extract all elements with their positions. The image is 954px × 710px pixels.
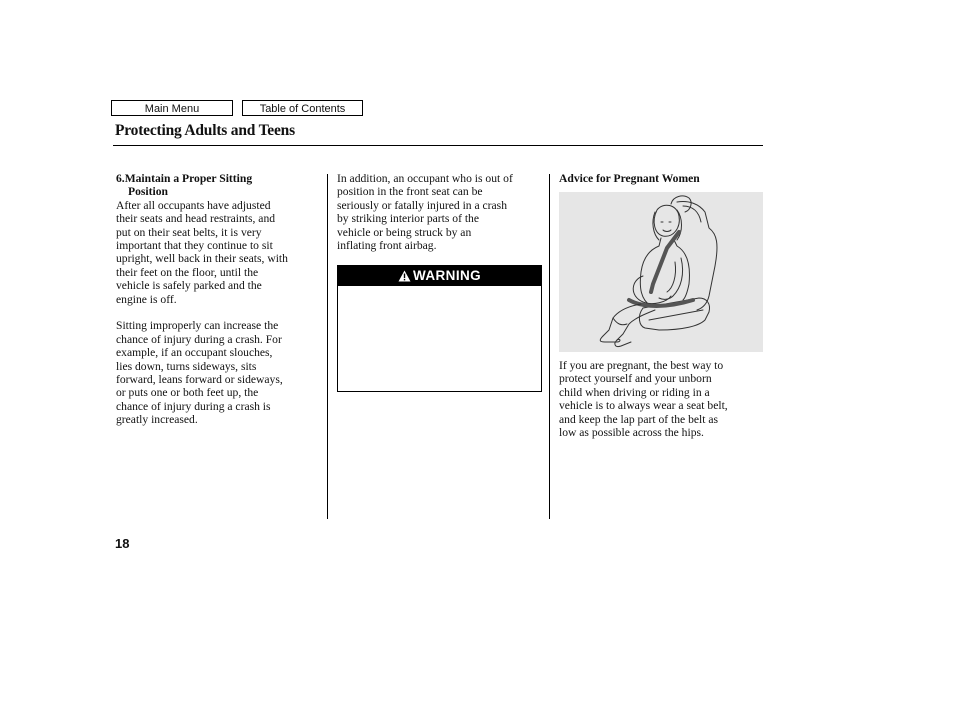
column-divider [549, 174, 550, 519]
column-divider [327, 174, 328, 519]
body-paragraph [116, 319, 320, 426]
text-line: low as possible across the hips. [559, 426, 704, 440]
text-line: greatly increased. [116, 413, 198, 427]
warning-header [338, 266, 541, 286]
text-line: child when driving or riding in a [559, 385, 710, 399]
warning-label: WARNING [412, 268, 482, 283]
text-line: protect yourself and your unborn [559, 372, 712, 386]
column-3 [559, 172, 763, 185]
pregnant-woman-seat-belt-icon [559, 192, 763, 352]
warning-triangle-icon [398, 270, 411, 282]
text-line: If you are pregnant, the best way to [559, 359, 724, 372]
section-heading: Advice for Pregnant Women [559, 172, 700, 185]
warning-box [337, 265, 542, 392]
text-line: vehicle is safely parked and the [116, 279, 262, 293]
text-line: by striking interior parts of the [337, 212, 479, 226]
text-line: After all occupants have adjusted [116, 198, 271, 212]
column-2 [337, 172, 543, 252]
text-line: engine is off. [116, 292, 177, 306]
text-line: example, if an occupant slouches, [116, 346, 273, 360]
text-line: Sitting improperly can increase the [116, 319, 279, 333]
text-line: their feet on the floor, until the [116, 265, 259, 279]
text-line: chance of injury during a crash. For [116, 332, 282, 346]
heading-line: 6.Maintain a Proper Sitting [116, 172, 253, 185]
text-line: put on their seat belts, it is very [116, 225, 262, 239]
body-paragraph [116, 199, 320, 306]
text-line: seriously or fatally injured in a crash [337, 198, 507, 212]
title-divider [113, 145, 763, 146]
table-of-contents-button[interactable]: Table of Contents [242, 100, 363, 116]
text-line: or puts one or both feet up, the [116, 386, 259, 400]
text-line: upright, well back in their seats, with [116, 252, 288, 266]
text-line: inflating front airbag. [337, 239, 437, 253]
text-line: In addition, an occupant who is out of [337, 172, 513, 185]
text-line: position in the front seat can be [337, 185, 483, 199]
text-line: chance of injury during a crash is [116, 399, 271, 413]
text-line: their seats and head restraints, and [116, 212, 276, 226]
text-line: important that they continue to sit [116, 239, 273, 253]
text-line: forward, leans forward or sideways, [116, 373, 283, 387]
text-line: and keep the lap part of the belt as [559, 412, 719, 426]
body-paragraph [337, 172, 543, 252]
pregnant-woman-illustration [559, 192, 763, 352]
text-line: vehicle is to always wear a seat belt, [559, 399, 728, 413]
section-heading [116, 172, 320, 199]
page-title: Protecting Adults and Teens [115, 122, 295, 139]
text-line: lies down, turns sideways, sits [116, 359, 257, 373]
heading-line: Position [128, 185, 168, 199]
column-1 [116, 172, 320, 427]
page-number: 18 [115, 536, 130, 551]
body-paragraph [559, 359, 763, 439]
main-menu-button[interactable]: Main Menu [111, 100, 233, 116]
text-line: vehicle or being struck by an [337, 225, 472, 239]
